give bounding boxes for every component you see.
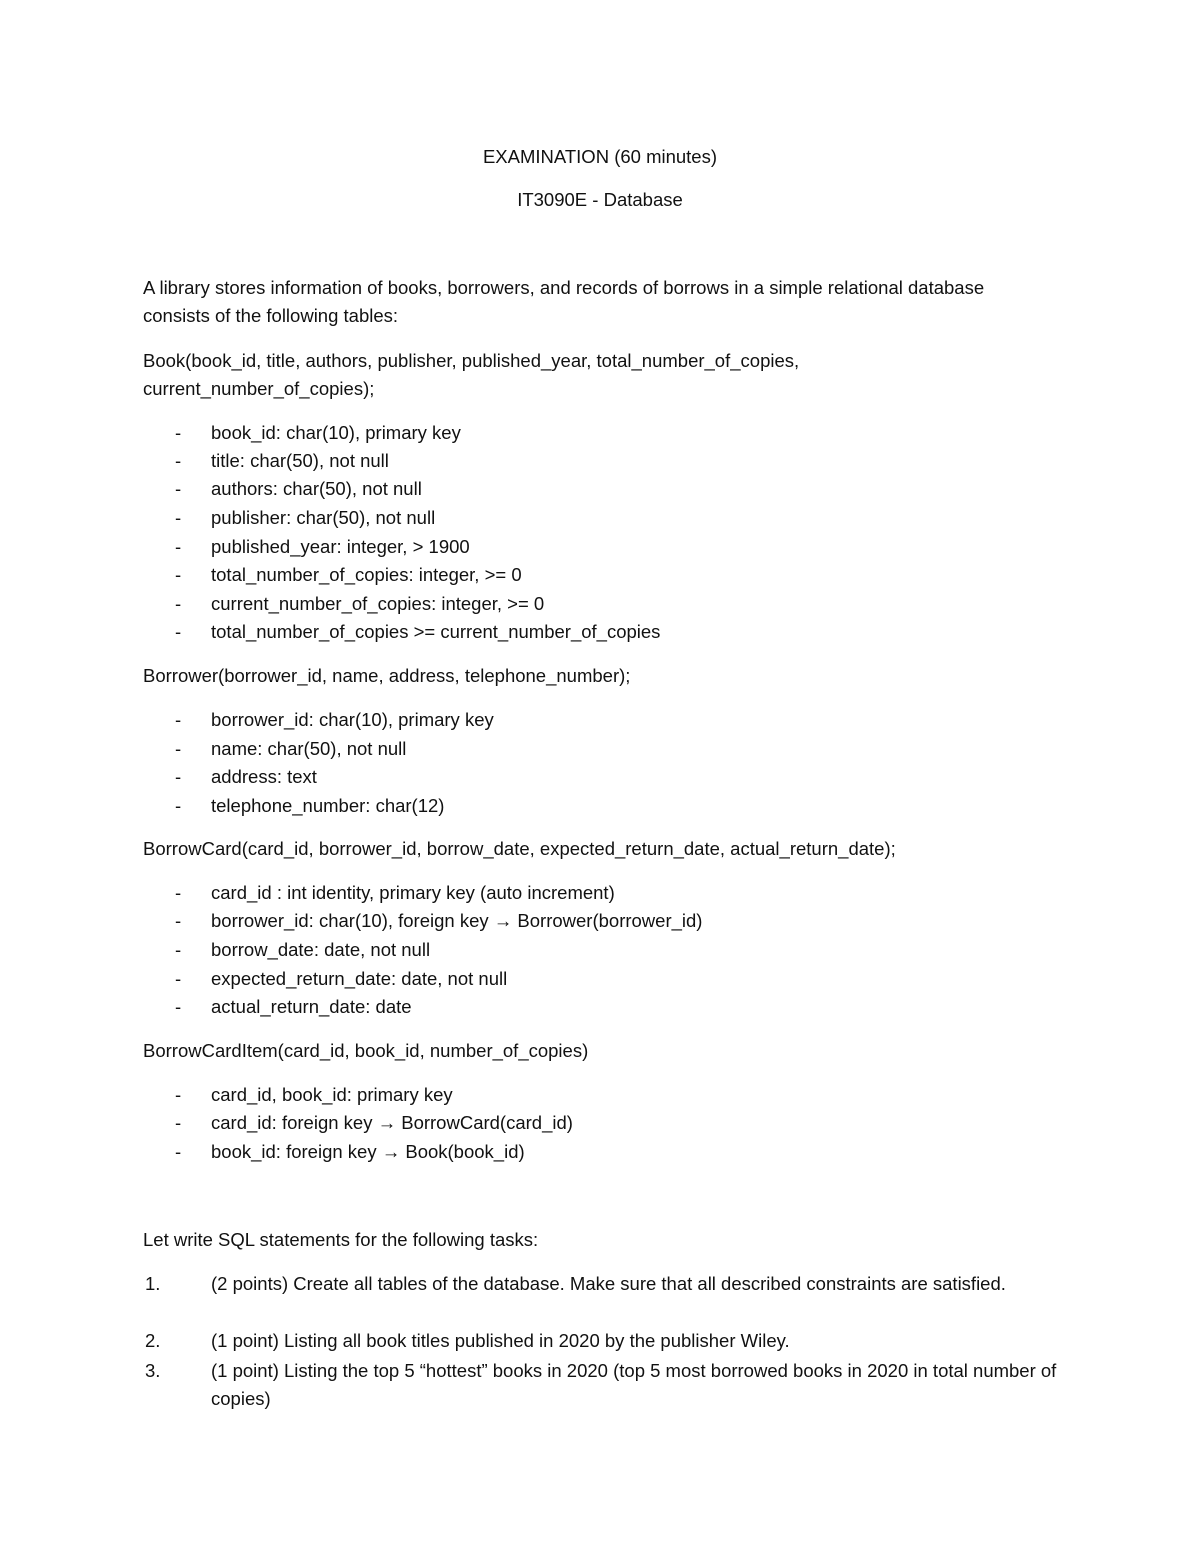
task-number: 3. (145, 1360, 161, 1381)
list-item: published_year: integer, > 1900 (211, 536, 470, 557)
list-dash: - (175, 593, 182, 614)
list-dash: - (175, 450, 182, 471)
borrowcard-schema: BorrowCard(card_id, borrower_id, borrow_date, expected_return_date, actual_return_date); (143, 838, 896, 859)
task-text: (1 point) Listing all book titles published in 2020 by the publisher Wiley. (211, 1330, 790, 1351)
task-text: (1 point) Listing the top 5 “hottest” books in 2020 (top 5 most borrowed books in 2020 in total number of copies) (211, 1360, 1057, 1409)
course-title: IT3090E - Database (517, 189, 683, 210)
intro-line-2: consists of the following tables: (143, 305, 399, 326)
list-dash: - (175, 882, 182, 903)
list-item: current_number_of_copies: integer, >= 0 (211, 593, 545, 614)
list-dash: - (175, 968, 182, 989)
list-dash: - (175, 1084, 182, 1105)
list-dash: - (175, 795, 182, 816)
list-dash: - (175, 1141, 182, 1162)
exam-title: EXAMINATION (60 minutes) (482, 146, 718, 167)
list-dash: - (175, 507, 182, 528)
list-dash: - (175, 939, 182, 960)
list-item: authors: char(50), not null (211, 478, 422, 499)
list-dash: - (175, 478, 182, 499)
list-dash: - (175, 766, 182, 787)
list-dash: - (175, 621, 182, 642)
task-number: 2. (145, 1330, 161, 1351)
list-dash: - (175, 996, 182, 1017)
list-item: total_number_of_copies: integer, >= 0 (211, 564, 522, 585)
list-item: borrow_date: date, not null (211, 939, 431, 960)
list-item: book_id: char(10), primary key (211, 422, 461, 443)
list-item: publisher: char(50), not null (211, 507, 436, 528)
list-item: borrower_id: char(10), foreign key → Borrower(borrower_id) (211, 910, 703, 931)
list-item: name: char(50), not null (211, 738, 407, 759)
book-schema-line-1: Book(book_id, title, authors, publisher, published_year, total_number_of_copies, (143, 350, 800, 371)
borrower-schema: Borrower(borrower_id, name, address, telephone_number); (143, 665, 631, 686)
list-dash: - (175, 564, 182, 585)
list-item: card_id: foreign key → BorrowCard(card_id) (211, 1112, 573, 1133)
borrowcarditem-schema: BorrowCardItem(card_id, book_id, number_of_copies) (143, 1040, 589, 1061)
list-item: address: text (211, 766, 317, 787)
list-item: borrower_id: char(10), primary key (211, 709, 494, 730)
list-item: total_number_of_copies >= current_number_of_copies (211, 621, 661, 642)
list-dash: - (175, 422, 182, 443)
intro-line-1: A library stores information of books, borrowers, and records of borrows in a simple relational database (143, 277, 985, 298)
task-text: (2 points) Create all tables of the database. Make sure that all described constraints are satisfied. (211, 1273, 1006, 1294)
task-number: 1. (145, 1273, 161, 1294)
book-schema-line-2: current_number_of_copies); (143, 378, 375, 399)
list-item: card_id : int identity, primary key (auto increment) (211, 882, 615, 903)
list-dash: - (175, 709, 182, 730)
list-item: title: char(50), not null (211, 450, 389, 471)
list-dash: - (175, 1112, 182, 1133)
list-item: card_id, book_id: primary key (211, 1084, 453, 1105)
list-item: actual_return_date: date (211, 996, 412, 1017)
tasks-intro: Let write SQL statements for the following tasks: (143, 1229, 539, 1250)
list-item: expected_return_date: date, not null (211, 968, 508, 989)
list-dash: - (175, 738, 182, 759)
list-dash: - (175, 910, 182, 931)
list-dash: - (175, 536, 182, 557)
list-item: telephone_number: char(12) (211, 795, 445, 816)
list-item: book_id: foreign key → Book(book_id) (211, 1141, 525, 1162)
